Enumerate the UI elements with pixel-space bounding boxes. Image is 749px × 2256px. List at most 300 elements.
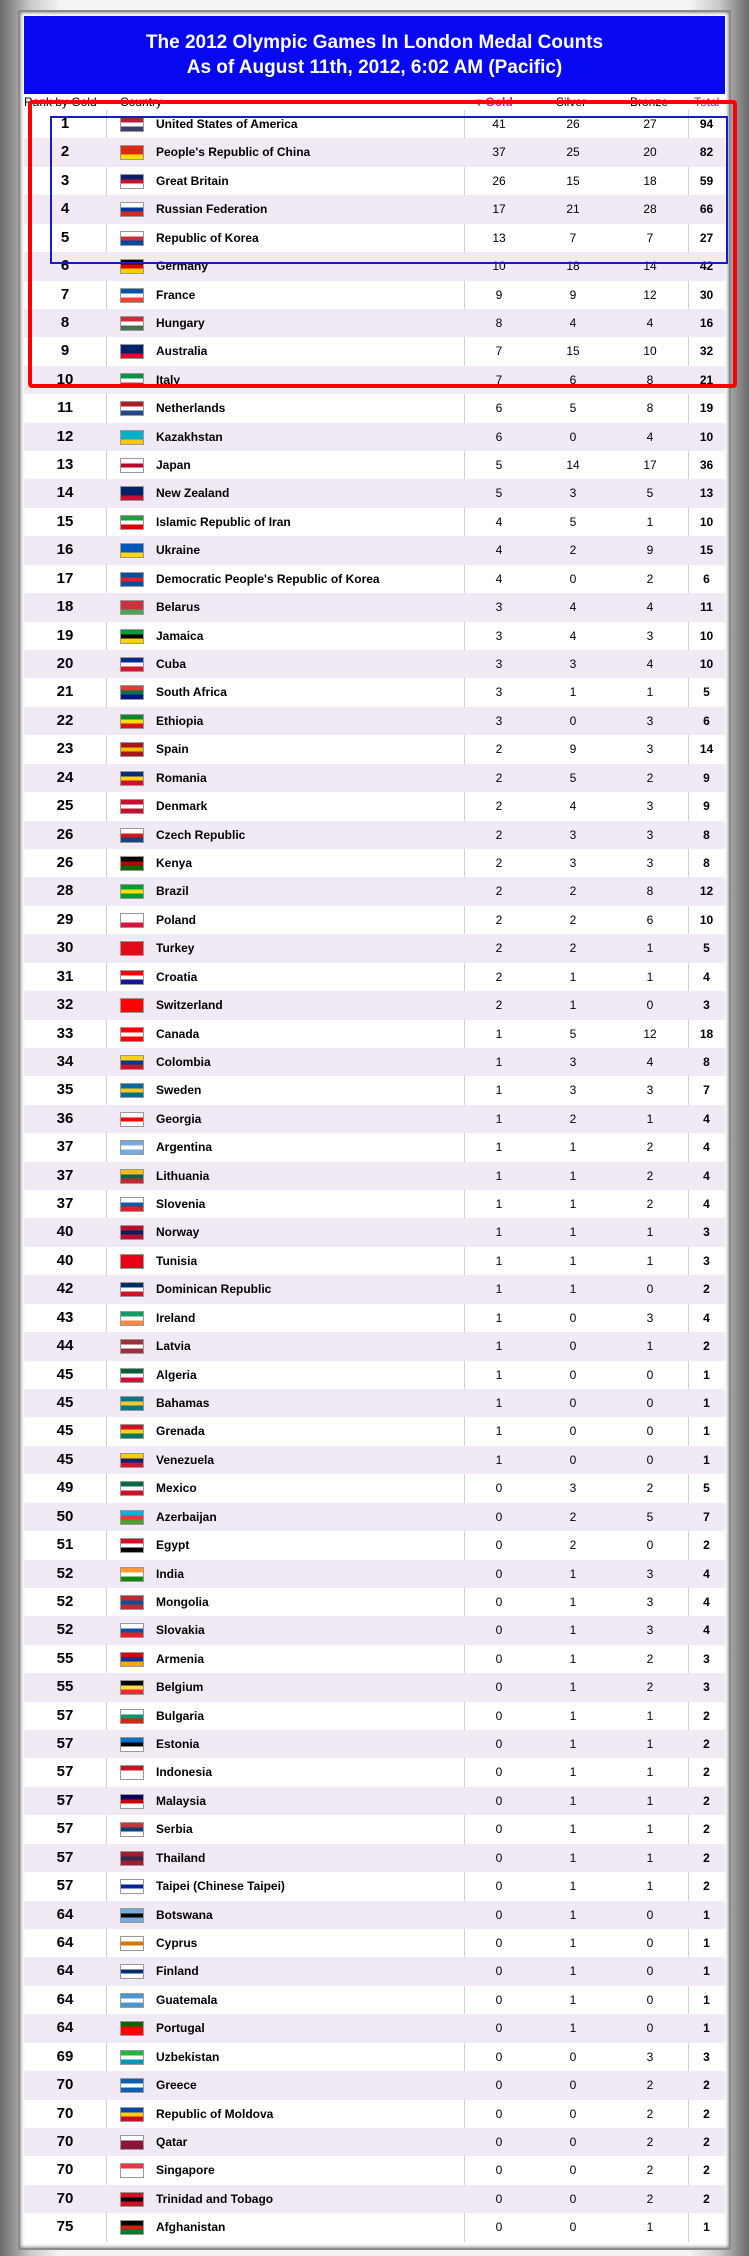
flag-icon xyxy=(120,1339,144,1354)
bronze-count: 2 xyxy=(646,1140,654,1155)
bronze-count: 2 xyxy=(646,2106,654,2121)
header-total[interactable]: Total xyxy=(694,95,720,109)
table-row xyxy=(24,934,725,962)
rank-cell: 64 xyxy=(56,1990,74,2008)
bronze-count: 17 xyxy=(643,458,657,473)
table-row xyxy=(24,849,725,877)
rank-cell: 1 xyxy=(60,115,70,132)
total-count: 4 xyxy=(703,1310,710,1325)
silver-count: 1 xyxy=(569,1253,577,1268)
silver-count: 0 xyxy=(569,2078,577,2093)
total-count: 4 xyxy=(703,969,710,984)
bronze-count: 27 xyxy=(643,117,657,131)
country-name: Armenia xyxy=(156,1651,205,1666)
country-name: Jamaica xyxy=(156,628,204,643)
flag-icon xyxy=(120,174,144,189)
rank-cell: 37 xyxy=(56,1138,74,1156)
total-count: 1 xyxy=(703,2220,710,2235)
gold-count: 41 xyxy=(492,117,506,131)
silver-count: 7 xyxy=(569,230,577,245)
table-body xyxy=(24,110,725,2242)
header-bronze[interactable]: Bronze xyxy=(630,95,669,109)
rank-cell: 25 xyxy=(56,797,74,815)
table-row xyxy=(24,1389,725,1417)
bronze-count: 2 xyxy=(646,1680,654,1695)
table-row xyxy=(24,735,725,763)
flag-icon xyxy=(120,657,144,672)
rank-cell: 52 xyxy=(56,1564,74,1582)
rank-cell: 21 xyxy=(56,683,74,701)
silver-count: 0 xyxy=(569,713,577,728)
silver-count: 0 xyxy=(569,429,577,444)
total-count: 2 xyxy=(703,2134,710,2149)
flag-icon xyxy=(120,2050,144,2065)
total-count: 2 xyxy=(703,1793,710,1808)
gold-count: 13 xyxy=(492,230,506,245)
table-row xyxy=(24,1247,725,1275)
rank-cell: 35 xyxy=(56,1081,74,1099)
table-row xyxy=(24,1844,725,1872)
flag-icon xyxy=(120,316,144,331)
country-name: Slovakia xyxy=(156,1623,205,1638)
silver-count: 3 xyxy=(569,1083,577,1098)
silver-count: 0 xyxy=(569,1452,577,1467)
gold-count: 0 xyxy=(495,1964,503,1979)
country-name: Canada xyxy=(156,1026,200,1041)
total-count: 5 xyxy=(703,1481,710,1496)
gold-count: 5 xyxy=(495,458,503,473)
gold-count: 8 xyxy=(495,315,503,330)
rank-cell: 70 xyxy=(56,2189,74,2207)
gold-count: 0 xyxy=(495,2220,503,2235)
country-name: Slovenia xyxy=(156,1197,206,1212)
bronze-count: 3 xyxy=(646,713,654,728)
silver-count: 0 xyxy=(569,2134,577,2149)
silver-count: 25 xyxy=(566,145,580,160)
gold-count: 3 xyxy=(495,628,503,643)
rank-cell: 50 xyxy=(56,1507,74,1525)
country-name: Italy xyxy=(156,372,181,387)
table-row xyxy=(24,678,725,706)
total-count: 18 xyxy=(699,1026,714,1041)
gold-count: 10 xyxy=(492,259,506,274)
flag-icon xyxy=(120,2135,144,2150)
silver-count: 5 xyxy=(569,514,577,529)
table-row xyxy=(24,1076,725,1104)
country-name: Portugal xyxy=(156,2021,205,2036)
table-row xyxy=(24,1162,725,1190)
country-name: Bulgaria xyxy=(156,1708,205,1723)
silver-count: 1 xyxy=(569,1765,577,1780)
header-gold[interactable]: ▾ Gold xyxy=(476,95,513,109)
flag-icon xyxy=(120,1169,144,1184)
rank-cell: 57 xyxy=(56,1791,74,1809)
country-name: Republic of Moldova xyxy=(156,2106,274,2121)
country-name: Botswana xyxy=(156,1907,213,1922)
header-rank[interactable]: Rank by Gold xyxy=(24,95,97,109)
rank-cell: 26 xyxy=(56,853,74,871)
silver-count: 1 xyxy=(569,1822,577,1837)
table-row xyxy=(24,1503,725,1531)
country-name: Uzbekistan xyxy=(156,2049,220,2064)
country-name: Qatar xyxy=(156,2134,188,2149)
bronze-count: 1 xyxy=(646,1225,654,1240)
gold-count: 9 xyxy=(495,287,503,302)
bronze-count: 1 xyxy=(646,1850,654,1865)
bronze-count: 3 xyxy=(646,742,654,757)
total-count: 12 xyxy=(699,884,714,899)
total-count: 7 xyxy=(703,1083,710,1098)
silver-count: 0 xyxy=(569,1424,577,1439)
rank-cell: 52 xyxy=(56,1592,74,1610)
table-row xyxy=(24,1560,725,1588)
silver-count: 0 xyxy=(569,2049,577,2064)
rank-cell: 14 xyxy=(56,484,74,502)
gold-count: 1 xyxy=(495,1225,503,1240)
flag-icon xyxy=(120,458,144,473)
silver-count: 5 xyxy=(569,770,577,785)
flag-icon xyxy=(120,1396,144,1411)
flag-icon xyxy=(120,145,144,160)
table-row xyxy=(24,394,725,422)
flag-icon xyxy=(120,1964,144,1979)
bronze-count: 3 xyxy=(646,1566,654,1581)
bronze-count: 0 xyxy=(646,1936,654,1950)
total-count: 2 xyxy=(703,1282,710,1297)
flag-icon xyxy=(120,1538,144,1553)
table-row xyxy=(24,1702,725,1730)
total-count: 9 xyxy=(703,770,710,785)
table-row xyxy=(24,309,725,337)
gold-count: 0 xyxy=(495,1793,503,1808)
bronze-count: 0 xyxy=(646,1282,654,1297)
country-name: Ukraine xyxy=(156,543,201,558)
gold-count: 0 xyxy=(495,1566,503,1581)
country-name: Estonia xyxy=(156,1737,200,1752)
bronze-count: 2 xyxy=(646,2163,654,2178)
bronze-count: 0 xyxy=(646,1367,654,1382)
country-name: Bahamas xyxy=(156,1395,210,1410)
table-row xyxy=(24,1901,725,1929)
table-row xyxy=(24,195,725,223)
table-row xyxy=(24,2128,725,2156)
flag-icon xyxy=(120,1993,144,2008)
silver-count: 15 xyxy=(566,344,580,359)
bronze-count: 2 xyxy=(646,2191,654,2206)
silver-count: 4 xyxy=(569,799,577,814)
gold-count: 0 xyxy=(495,2049,503,2064)
silver-count: 1 xyxy=(569,1168,577,1183)
country-name: Colombia xyxy=(156,1054,211,1069)
header-country[interactable]: Country xyxy=(120,95,163,109)
silver-count: 0 xyxy=(569,2163,577,2178)
bronze-count: 3 xyxy=(646,628,654,643)
total-count: 4 xyxy=(703,1140,710,1155)
table-row xyxy=(24,1645,725,1673)
rank-cell: 8 xyxy=(60,313,70,331)
country-name: Islamic Republic of Iran xyxy=(156,514,291,529)
table-row xyxy=(24,1105,725,1133)
gold-count: 1 xyxy=(495,1367,503,1382)
silver-count: 14 xyxy=(566,458,580,473)
flag-icon xyxy=(120,1311,144,1326)
total-count: 14 xyxy=(699,742,714,757)
flag-icon xyxy=(120,572,144,587)
bronze-count: 1 xyxy=(646,2220,654,2235)
country-name: Mongolia xyxy=(156,1594,209,1609)
table-row xyxy=(24,1787,725,1815)
rank-cell: 28 xyxy=(56,882,74,900)
flag-icon xyxy=(120,344,144,359)
country-name: Netherlands xyxy=(156,401,226,416)
total-count: 19 xyxy=(699,401,714,416)
silver-count: 1 xyxy=(569,1708,577,1723)
rank-cell: 69 xyxy=(56,2047,74,2065)
bronze-count: 1 xyxy=(646,685,654,700)
bronze-count: 5 xyxy=(646,486,654,501)
country-name: People's Republic of China xyxy=(156,145,311,160)
silver-count: 2 xyxy=(569,1538,577,1553)
country-name: Denmark xyxy=(156,799,208,814)
silver-count: 2 xyxy=(569,543,577,558)
bronze-count: 4 xyxy=(646,1054,654,1069)
total-count: 2 xyxy=(703,2106,710,2121)
bronze-count: 3 xyxy=(646,1310,654,1325)
rank-cell: 29 xyxy=(56,910,74,928)
total-count: 10 xyxy=(699,429,714,444)
silver-count: 0 xyxy=(569,2106,577,2121)
total-count: 10 xyxy=(699,912,714,927)
gold-count: 0 xyxy=(495,2106,503,2121)
total-count: 1 xyxy=(703,1367,710,1382)
gold-count: 0 xyxy=(495,1708,503,1723)
flag-icon xyxy=(120,373,144,388)
table-row xyxy=(24,906,725,934)
silver-count: 1 xyxy=(569,1197,577,1212)
table-row xyxy=(24,1190,725,1218)
total-count: 3 xyxy=(703,1680,710,1695)
total-count: 2 xyxy=(703,1339,710,1354)
rank-cell: 64 xyxy=(56,1905,74,1923)
table-row xyxy=(24,2185,725,2213)
country-name: Singapore xyxy=(156,2163,215,2178)
gold-count: 6 xyxy=(495,401,503,416)
gold-count: 2 xyxy=(495,827,503,842)
flag-icon xyxy=(120,970,144,985)
total-count: 3 xyxy=(703,998,710,1013)
bronze-count: 1 xyxy=(646,1822,654,1837)
gold-count: 0 xyxy=(495,1651,503,1666)
flag-icon xyxy=(120,884,144,899)
country-name: Dominican Republic xyxy=(156,1282,272,1297)
flag-icon xyxy=(120,1055,144,1070)
country-name: Cyprus xyxy=(156,1936,198,1950)
medal-table xyxy=(24,94,725,2242)
rank-cell: 30 xyxy=(56,939,74,957)
gold-count: 0 xyxy=(495,2163,503,2178)
rank-cell: 57 xyxy=(56,1735,74,1753)
table-row xyxy=(24,110,725,138)
rank-cell: 75 xyxy=(56,2218,74,2236)
flag-icon xyxy=(120,1254,144,1269)
bronze-count: 0 xyxy=(646,1424,654,1439)
flag-icon xyxy=(120,1567,144,1582)
bronze-count: 5 xyxy=(646,1509,654,1524)
flag-icon xyxy=(120,1424,144,1439)
table-row xyxy=(24,1758,725,1786)
table-row xyxy=(24,963,725,991)
bronze-count: 18 xyxy=(643,173,657,188)
bronze-count: 12 xyxy=(643,1026,657,1041)
silver-count: 1 xyxy=(569,1936,577,1950)
country-name: Spain xyxy=(156,742,189,757)
gold-count: 1 xyxy=(495,1168,503,1183)
gold-count: 2 xyxy=(495,884,503,899)
table-row xyxy=(24,1304,725,1332)
rank-cell: 37 xyxy=(56,1195,74,1213)
header-silver[interactable]: Silver xyxy=(556,95,587,109)
table-row xyxy=(24,536,725,564)
country-name: Republic of Korea xyxy=(156,230,259,245)
rank-cell: 2 xyxy=(60,143,70,161)
flag-icon xyxy=(120,117,144,132)
gold-count: 0 xyxy=(495,2191,503,2206)
country-name: Brazil xyxy=(156,884,189,899)
bronze-count: 1 xyxy=(646,1737,654,1752)
total-count: 3 xyxy=(703,1225,710,1240)
bronze-count: 9 xyxy=(646,543,654,558)
bronze-count: 1 xyxy=(646,514,654,529)
country-name: Romania xyxy=(156,770,207,785)
total-count: 30 xyxy=(699,287,714,302)
table-row xyxy=(24,1275,725,1303)
silver-count: 1 xyxy=(569,1737,577,1752)
total-count: 4 xyxy=(703,1566,710,1581)
rank-cell: 64 xyxy=(56,1962,74,1980)
rank-cell: 45 xyxy=(56,1393,74,1411)
country-name: Algeria xyxy=(156,1367,197,1382)
flag-icon xyxy=(120,231,144,246)
silver-count: 0 xyxy=(569,1367,577,1382)
rank-cell: 52 xyxy=(56,1621,74,1639)
rank-cell: 64 xyxy=(56,2019,74,2037)
table-row xyxy=(24,650,725,678)
total-count: 42 xyxy=(699,259,714,274)
country-name: Indonesia xyxy=(156,1765,213,1780)
bronze-count: 28 xyxy=(643,202,657,217)
rank-cell: 70 xyxy=(56,2161,74,2179)
total-count: 59 xyxy=(699,173,714,188)
country-name: South Africa xyxy=(156,685,227,700)
rank-cell: 40 xyxy=(56,1251,74,1269)
country-name: Malaysia xyxy=(156,1793,207,1808)
flag-icon xyxy=(120,515,144,530)
flag-icon xyxy=(120,1027,144,1042)
table-row xyxy=(24,1531,725,1559)
table-row xyxy=(24,1133,725,1161)
flag-icon xyxy=(120,1680,144,1695)
country-name: Russian Federation xyxy=(156,202,268,217)
country-name: Finland xyxy=(156,1964,199,1979)
rank-cell: 45 xyxy=(56,1365,74,1383)
total-count: 2 xyxy=(703,1879,710,1894)
bronze-count: 1 xyxy=(646,969,654,984)
country-name: United States of America xyxy=(156,117,298,131)
total-count: 4 xyxy=(703,1197,710,1212)
gold-count: 1 xyxy=(495,1253,503,1268)
country-name: India xyxy=(156,1566,185,1581)
bronze-count: 0 xyxy=(646,1907,654,1922)
rank-cell: 16 xyxy=(56,541,74,559)
silver-count: 9 xyxy=(569,287,577,302)
gold-count: 1 xyxy=(495,1424,503,1439)
silver-count: 1 xyxy=(569,1566,577,1581)
silver-count: 1 xyxy=(569,1651,577,1666)
flag-icon xyxy=(120,202,144,217)
flag-icon xyxy=(120,1197,144,1212)
total-count: 8 xyxy=(703,1054,710,1069)
gold-count: 0 xyxy=(495,1992,503,2007)
country-name: Belarus xyxy=(156,600,201,615)
gold-count: 1 xyxy=(495,1452,503,1467)
country-name: Venezuela xyxy=(156,1452,215,1467)
bronze-count: 0 xyxy=(646,1452,654,1467)
bronze-count: 0 xyxy=(646,2021,654,2036)
gold-count: 2 xyxy=(495,998,503,1013)
country-name: Czech Republic xyxy=(156,827,246,842)
gold-count: 0 xyxy=(495,1623,503,1638)
rank-cell: 64 xyxy=(56,1934,74,1951)
total-count: 10 xyxy=(699,628,714,643)
silver-count: 3 xyxy=(569,827,577,842)
table-row xyxy=(24,1332,725,1360)
gold-count: 1 xyxy=(495,1339,503,1354)
table-row xyxy=(24,1218,725,1246)
rank-cell: 57 xyxy=(56,1820,74,1838)
table-row xyxy=(24,2014,725,2042)
flag-icon xyxy=(120,1908,144,1923)
flag-icon xyxy=(120,430,144,445)
rank-cell: 23 xyxy=(56,740,74,758)
silver-count: 1 xyxy=(569,1623,577,1638)
total-count: 3 xyxy=(703,1253,710,1268)
gold-count: 0 xyxy=(495,2134,503,2149)
bronze-count: 1 xyxy=(646,1111,654,1126)
bronze-count: 0 xyxy=(646,1395,654,1410)
table-row xyxy=(24,1446,725,1474)
gold-count: 1 xyxy=(495,1282,503,1297)
total-count: 94 xyxy=(699,117,714,131)
total-count: 4 xyxy=(703,1111,710,1126)
flag-icon xyxy=(120,1851,144,1866)
gold-count: 3 xyxy=(495,685,503,700)
table-row xyxy=(24,877,725,905)
table-row xyxy=(24,707,725,735)
rank-cell: 49 xyxy=(56,1479,74,1497)
flag-icon xyxy=(120,1481,144,1496)
table-row xyxy=(24,451,725,479)
gold-count: 1 xyxy=(495,1395,503,1410)
rank-cell: 19 xyxy=(56,626,74,644)
flag-icon xyxy=(120,1737,144,1752)
bronze-count: 1 xyxy=(646,941,654,956)
rank-cell: 4 xyxy=(60,200,70,218)
gold-count: 0 xyxy=(495,1936,503,1950)
total-count: 6 xyxy=(703,571,710,586)
bronze-count: 3 xyxy=(646,1623,654,1638)
country-name: Ethiopia xyxy=(156,713,204,728)
gold-count: 0 xyxy=(495,1765,503,1780)
